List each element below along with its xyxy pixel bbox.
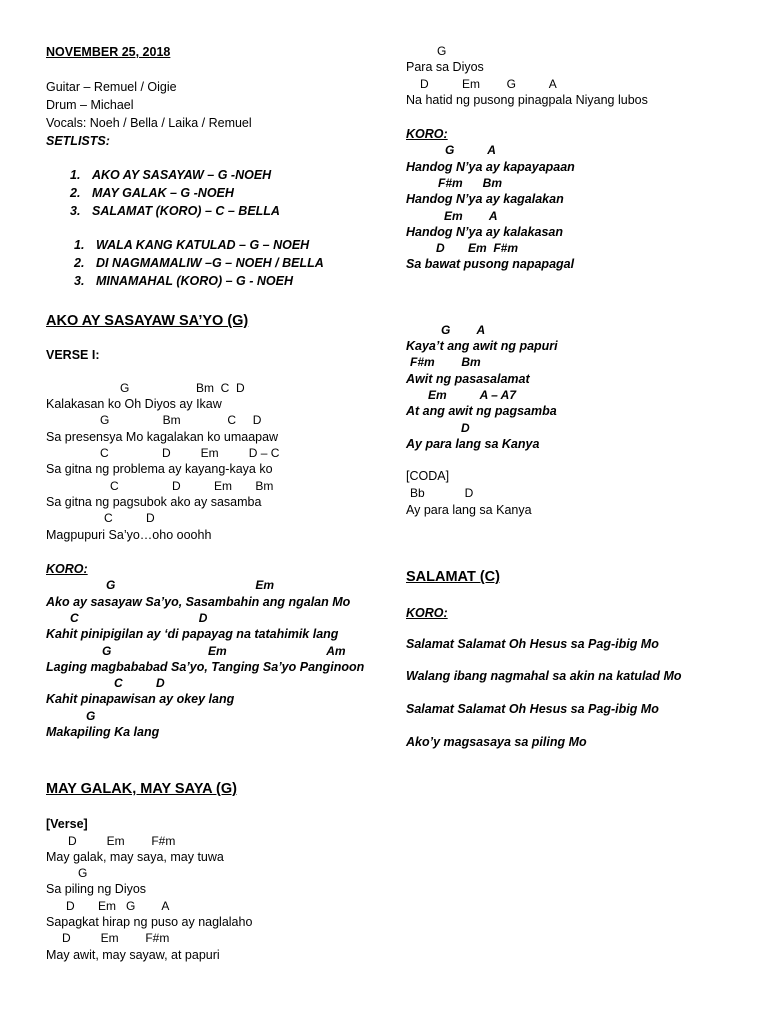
lyric-line: Makapiling Ka lang xyxy=(46,725,160,739)
chord-line: C D xyxy=(70,611,208,625)
lyric-line: At ang awit ng pagsamba xyxy=(406,404,557,418)
chord-line: G xyxy=(437,44,447,58)
lyric-line: May awit, may sayaw, at papuri xyxy=(46,948,220,962)
lyric-line: Sapagkat hirap ng puso ay naglalaho xyxy=(46,915,253,929)
setlists-label: SETLISTS: xyxy=(46,134,110,148)
lyric-line: Kalakasan ko Oh Diyos ay Ikaw xyxy=(46,397,222,411)
song-title-salamat: SALAMAT (C) xyxy=(406,569,500,585)
chord-line: G Em xyxy=(106,578,275,592)
koro-label: KORO: xyxy=(406,606,448,620)
lyric-line: Ay para lang sa Kanya xyxy=(406,437,540,451)
lyric-line: Na hatid ng pusong pinagpala Niyang lubos xyxy=(406,93,648,107)
chord-line: G A xyxy=(445,143,496,157)
guitar-credits: Guitar – Remuel / Oigie xyxy=(46,80,177,94)
chord-line: G Bm C D xyxy=(120,381,245,395)
chord-line: C D xyxy=(114,676,165,690)
lyric-line: Handog N’ya ay kalakasan xyxy=(406,225,564,239)
verse-label: [Verse] xyxy=(46,817,88,831)
chord-line: G xyxy=(78,866,88,880)
chord-line: G Bm C D xyxy=(100,413,262,427)
lyric-line: Ako’y magsasaya sa piling Mo xyxy=(406,735,587,749)
lyric-line: Sa presensya Mo kagalakan ko umaapaw xyxy=(46,430,279,444)
lyric-line: Ay para lang sa Kanya xyxy=(406,503,532,517)
lyric-line: Sa piling ng Diyos xyxy=(46,882,147,896)
lyric-line: May galak, may saya, may tuwa xyxy=(46,850,224,864)
lyric-line: Walang ibang nagmahal sa akin na katulad Mo xyxy=(406,669,682,683)
chord-line: F#m Bm xyxy=(438,176,503,190)
chord-line: Em A – A7 xyxy=(428,388,517,402)
chord-line: D Em F#m xyxy=(68,834,176,848)
lyric-line: Ako ay sasayaw Sa’yo, Sasambahin ang ngalan Mo xyxy=(46,595,351,609)
lyric-line: Kahit pinapawisan ay okey lang xyxy=(46,692,235,706)
koro-label: KORO: xyxy=(46,562,88,576)
lyric-line: Handog N’ya ay kagalakan xyxy=(406,192,564,206)
lyric-line: Sa gitna ng problema ay kayang-kaya ko xyxy=(46,462,273,476)
lyric-line: Salamat Salamat Oh Hesus sa Pag-ibig Mo xyxy=(406,637,659,651)
lyric-line: Para sa Diyos xyxy=(406,60,484,74)
song-title-may-galak: MAY GALAK, MAY SAYA (G) xyxy=(46,781,237,797)
lyric-line: Sa gitna ng pagsubok ako ay sasamba xyxy=(46,495,262,509)
lyric-line: Kahit pinipigilan ay ‘di papayag na tatahimik lang xyxy=(46,627,339,641)
drum-credits: Drum – Michael xyxy=(46,98,134,112)
chord-line: C D Em D – C xyxy=(100,446,280,460)
chord-line: C D Em Bm xyxy=(110,479,274,493)
lyric-line: Handog N’ya ay kapayapaan xyxy=(406,160,575,174)
lyric-line: Laging magbababad Sa’yo, Tanging Sa’yo Panginoon xyxy=(46,660,365,674)
chord-line: Bb D xyxy=(410,486,474,500)
coda-label: [CODA] xyxy=(406,469,450,483)
lyric-line: Salamat Salamat Oh Hesus sa Pag-ibig Mo xyxy=(406,702,659,716)
chord-line: G A xyxy=(441,323,486,337)
vocals-credits: Vocals: Noeh / Bella / Laika / Remuel xyxy=(46,116,252,130)
chord-line: D Em F#m xyxy=(436,241,519,255)
koro-label: KORO: xyxy=(406,127,448,141)
chord-line: D xyxy=(461,421,470,435)
lyric-line: Magpupuri Sa’yo…oho ooohh xyxy=(46,528,212,542)
lyric-line: Kaya’t ang awit ng papuri xyxy=(406,339,558,353)
verse-label: VERSE I: xyxy=(46,348,100,362)
chord-line: F#m Bm xyxy=(410,355,481,369)
chord-line: D Em F#m xyxy=(62,931,170,945)
date-heading: NOVEMBER 25, 2018 xyxy=(46,45,171,59)
song-title-ako-ay-sasayaw: AKO AY SASAYAW SA’YO (G) xyxy=(46,313,249,329)
chord-line: C D xyxy=(104,511,155,525)
chord-line: G Em Am xyxy=(102,644,346,658)
chord-line: D Em G A xyxy=(420,77,557,91)
chord-line: G xyxy=(86,709,96,723)
lyric-line: Awit ng pasasalamat xyxy=(406,372,530,386)
lyric-line: Sa bawat pusong napapagal xyxy=(406,257,575,271)
chord-line: Em A xyxy=(444,209,498,223)
chord-line: D Em G A xyxy=(66,899,170,913)
